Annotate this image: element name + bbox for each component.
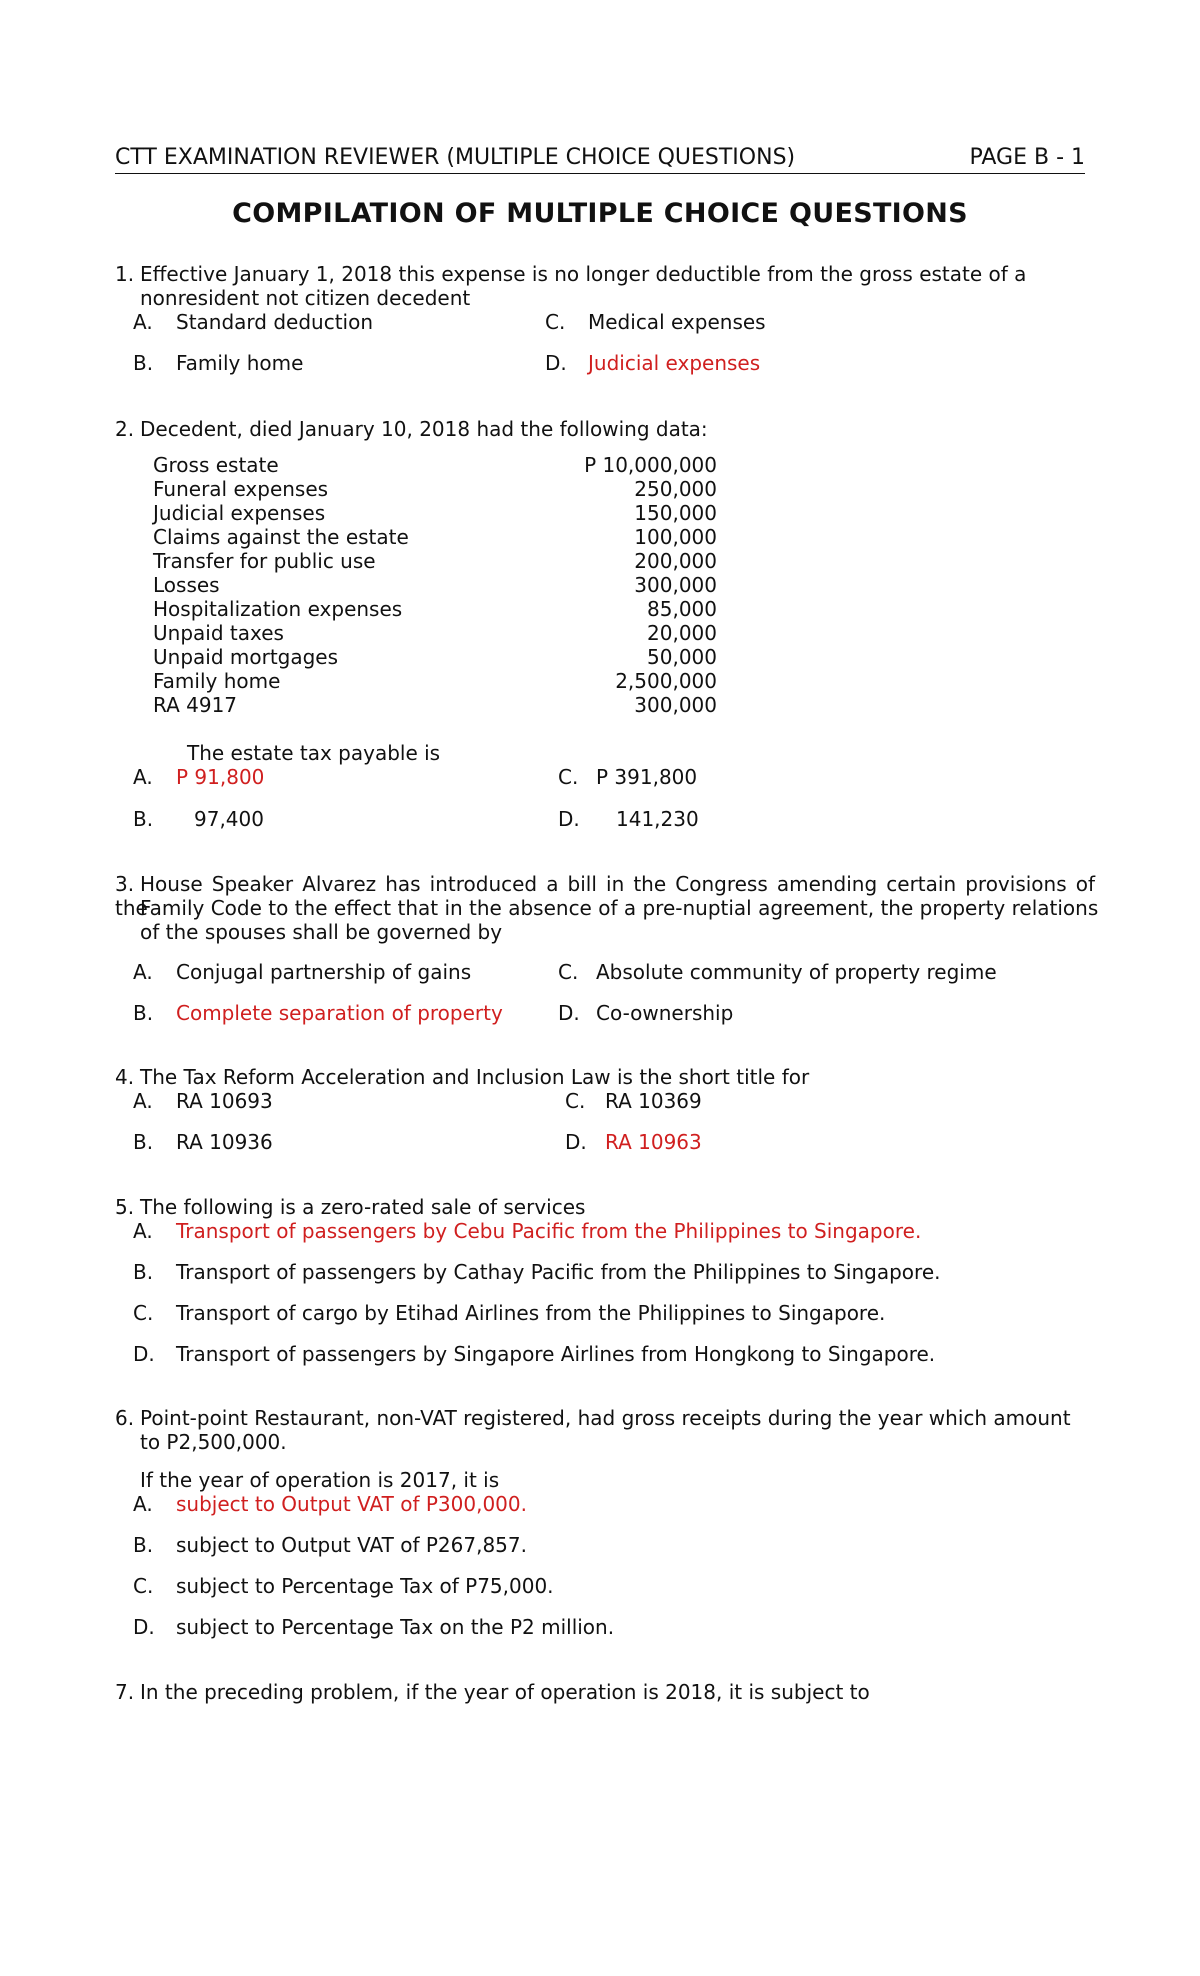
option-letter: D. [133,1615,155,1639]
data-value: 20,000 [647,621,717,645]
option-letter: C. [133,1301,154,1325]
question-text-line: of the spouses shall be governed by [140,920,503,944]
question-2 [115,417,708,441]
option-text: subject to Output VAT of P267,857. [176,1533,527,1557]
option-letter: C. [565,1089,586,1113]
question-text-line: nonresident not citizen decedent [140,286,471,310]
option-letter: B. [133,351,154,375]
question-text-line: Effective January 1, 2018 this expense is no longer deductible from the gross estate of a [140,262,1027,286]
question-7 [115,1680,870,1704]
question-text-line: Point-point Restaurant, non-VAT registered, had gross receipts during the year which amount [140,1406,1071,1430]
data-value: 150,000 [634,501,717,525]
question-text-line: Family Code to the effect that in the absence of a pre-nuptial agreement, the property relations [140,896,1099,920]
question-text-line: House Speaker Alvarez has introduced a bill in the Congress amending certain provisions of the [115,872,1095,920]
data-value: 85,000 [647,597,717,621]
data-value: 300,000 [634,693,717,717]
data-label: Claims against the estate [153,525,409,549]
question-prompt: If the year of operation is 2017, it is [140,1468,500,1492]
option-text: RA 10369 [605,1089,702,1113]
option-letter: A. [133,310,153,334]
option-text: P 391,800 [596,765,698,789]
data-label: Losses [153,573,220,597]
option-letter: A. [133,1492,153,1516]
option-text: Transport of cargo by Etihad Airlines from the Philippines to Singapore. [176,1301,886,1325]
option-text: Transport of passengers by Cathay Pacific from the Philippines to Singapore. [176,1260,941,1284]
option-letter: A. [133,1219,153,1243]
option-letter: C. [545,310,566,334]
data-label: Family home [153,669,281,693]
option-text: Family home [176,351,304,375]
option-text: Transport of passengers by Singapore Airlines from Hongkong to Singapore. [176,1342,936,1366]
question-text-line: to P2,500,000. [140,1430,287,1454]
data-label: Unpaid taxes [153,621,284,645]
option-letter: D. [133,1342,155,1366]
answer-option-text: Judicial expenses [588,351,761,375]
data-label: Transfer for public use [153,549,376,573]
option-text: Absolute community of property regime [596,960,997,984]
question-number: 2. [115,417,135,441]
data-label: Judicial expenses [153,501,326,525]
data-value: 300,000 [634,573,717,597]
option-letter: B. [133,1001,154,1025]
data-label: RA 4917 [153,693,238,717]
option-letter: D. [558,807,580,831]
answer-option-text: P 91,800 [176,765,265,789]
answer-option-text: Complete separation of property [176,1001,503,1025]
question-text: The following is a zero-rated sale of services [140,1195,586,1219]
option-text: RA 10936 [176,1130,273,1154]
question-1 [115,262,1095,286]
option-letter: D. [558,1001,580,1025]
option-text: subject to Percentage Tax of P75,000. [176,1574,554,1598]
page-header [115,144,1085,174]
data-label: Funeral expenses [153,477,329,501]
option-letter: C. [558,960,579,984]
option-text: RA 10693 [176,1089,273,1113]
question-number: 6. [115,1406,135,1430]
data-value: 250,000 [634,477,717,501]
option-letter: C. [133,1574,154,1598]
option-letter: A. [133,960,153,984]
question-number: 7. [115,1680,135,1704]
option-letter: B. [133,1533,154,1557]
question-4 [115,1065,809,1089]
data-value: 200,000 [634,549,717,573]
option-letter: B. [133,1260,154,1284]
option-text: subject to Percentage Tax on the P2 million. [176,1615,615,1639]
option-text: Medical expenses [588,310,766,334]
data-label: Gross estate [153,453,279,477]
data-label: Unpaid mortgages [153,645,339,669]
question-text: In the preceding problem, if the year of operation is 2018, it is subject to [140,1680,870,1704]
option-letter: A. [133,765,153,789]
option-text: Conjugal partnership of gains [176,960,472,984]
data-value: 100,000 [634,525,717,549]
option-letter: D. [545,351,567,375]
question-6 [115,1406,1095,1430]
option-text: 141,230 [616,807,699,831]
option-letter: A. [133,1089,153,1113]
question-text: The Tax Reform Acceleration and Inclusion Law is the short title for [140,1065,810,1089]
option-letter: B. [133,807,154,831]
question-prompt: The estate tax payable is [187,741,441,765]
answer-option-text: subject to Output VAT of P300,000. [176,1492,527,1516]
option-letter: D. [565,1130,587,1154]
question-number: 4. [115,1065,135,1089]
data-value: P 10,000,000 [584,453,717,477]
question-number: 5. [115,1195,135,1219]
option-text: Standard deduction [176,310,374,334]
question-text: Decedent, died January 10, 2018 had the following data: [140,417,708,441]
option-letter: C. [558,765,579,789]
question-number: 3. [115,872,135,896]
data-label: Hospitalization expenses [153,597,403,621]
option-text: Co-ownership [596,1001,734,1025]
option-letter: B. [133,1130,154,1154]
data-value: 2,500,000 [615,669,717,693]
page-number: PAGE B - 1 [969,145,1085,170]
header-title: CTT EXAMINATION REVIEWER (MULTIPLE CHOICE QUESTIONS) [115,145,796,170]
question-5 [115,1195,585,1219]
data-value: 50,000 [647,645,717,669]
answer-option-text: Transport of passengers by Cebu Pacific from the Philippines to Singapore. [176,1219,922,1243]
question-number: 1. [115,262,135,286]
option-text: 97,400 [194,807,264,831]
document-title: COMPILATION OF MULTIPLE CHOICE QUESTIONS [232,198,968,229]
answer-option-text: RA 10963 [605,1130,702,1154]
